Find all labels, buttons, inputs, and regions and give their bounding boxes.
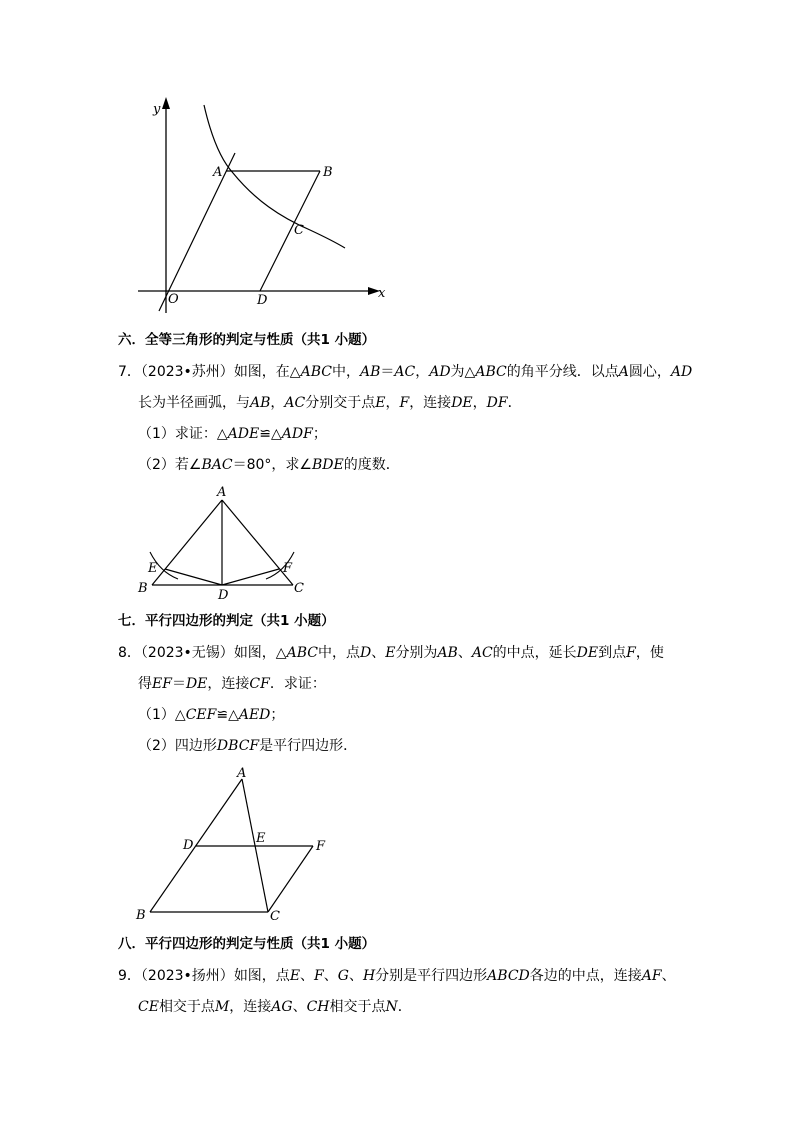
q7-text: （1）求证：△ bbox=[138, 426, 228, 442]
label-C: C bbox=[294, 581, 304, 596]
q8-line-2 bbox=[138, 674, 326, 694]
q8-var: ABC bbox=[286, 645, 318, 661]
q9-text: 分别是平行四边形 bbox=[375, 968, 488, 984]
q7-line-1 bbox=[118, 362, 692, 382]
q8-number: 8． bbox=[118, 645, 141, 661]
label-D: D bbox=[183, 838, 194, 853]
label-B: B bbox=[136, 908, 146, 923]
q7-var: AB bbox=[359, 364, 381, 380]
q7-line-2 bbox=[138, 393, 522, 413]
q7-text: 圆心， bbox=[628, 364, 671, 380]
q8-var: CEF bbox=[185, 707, 217, 723]
q8-text: 如图，△ bbox=[233, 645, 287, 661]
q9-number: 9． bbox=[118, 968, 141, 984]
q7-part-2 bbox=[138, 455, 400, 475]
q8-text: 、 bbox=[457, 645, 472, 661]
q8-var: F bbox=[626, 645, 636, 661]
q7-var: AB bbox=[250, 395, 271, 411]
q8-text: 得 bbox=[138, 676, 152, 692]
q7-text: ． bbox=[507, 395, 522, 411]
label-x: x bbox=[378, 286, 386, 301]
label-D: D bbox=[218, 588, 229, 603]
label-B: B bbox=[138, 581, 148, 596]
q9-text: 相交于点 bbox=[329, 999, 386, 1015]
q7-text: 分别交于点 bbox=[305, 395, 376, 411]
q9-var: CE bbox=[138, 999, 159, 1015]
q8-line-1 bbox=[118, 643, 664, 663]
q7-var: DE bbox=[451, 395, 473, 411]
section-7-title: 七．平行四边形的判定（共1 小题） bbox=[118, 613, 335, 629]
q7-var: ADE bbox=[227, 426, 260, 442]
q7-var: BDE bbox=[311, 457, 344, 473]
q9-source: （2023•扬州） bbox=[140, 968, 234, 984]
section-8-title: 八．平行四边形的判定与性质（共1 小题） bbox=[118, 936, 376, 952]
q8-text: ≌△ bbox=[216, 707, 239, 723]
q7-text: ＝80°，求∠ bbox=[232, 457, 312, 473]
label-O: O bbox=[168, 292, 179, 307]
segment-AB bbox=[152, 500, 222, 585]
q9-var: CH bbox=[306, 999, 330, 1015]
figure-q7-svg bbox=[130, 482, 310, 602]
q8-text: 的中点，延长 bbox=[492, 645, 577, 661]
label-y: y bbox=[153, 102, 161, 117]
q7-var: E bbox=[375, 395, 386, 411]
label-A: A bbox=[217, 485, 227, 500]
q9-text: 、 bbox=[292, 999, 307, 1015]
q7-text: 的角平分线．以点 bbox=[506, 364, 619, 380]
q9-line-2 bbox=[138, 997, 412, 1017]
q7-source: （2023•苏州） bbox=[140, 364, 234, 380]
figure-hyperbola-svg bbox=[130, 95, 400, 325]
q8-var: E bbox=[385, 645, 396, 661]
q8-text: （2）四边形 bbox=[138, 738, 217, 754]
q7-text: ； bbox=[312, 426, 327, 442]
q8-text: 中，点 bbox=[317, 645, 360, 661]
q7-var: ABC bbox=[300, 364, 332, 380]
q7-var: AC bbox=[284, 395, 306, 411]
q8-part-1 bbox=[138, 705, 284, 725]
q9-text: 、 bbox=[348, 968, 363, 984]
q8-var: AB bbox=[437, 645, 458, 661]
q9-text: 、 bbox=[323, 968, 338, 984]
figure-q7-triangle bbox=[130, 482, 310, 602]
q8-var: DE bbox=[576, 645, 599, 661]
q7-text: 的度数． bbox=[343, 457, 400, 473]
q8-text: ，连接 bbox=[207, 676, 250, 692]
q7-var: A bbox=[618, 364, 629, 380]
q7-part-1 bbox=[138, 424, 327, 444]
q9-var: F bbox=[314, 968, 324, 984]
q8-var: EF bbox=[152, 676, 172, 692]
q7-text: ＝ bbox=[380, 364, 395, 380]
label-F: F bbox=[316, 839, 326, 854]
q9-var: AG bbox=[271, 999, 293, 1015]
q8-var: CF bbox=[249, 676, 270, 692]
q7-var: ABC bbox=[475, 364, 507, 380]
q8-part-2 bbox=[138, 736, 357, 756]
q7-var: AD bbox=[670, 364, 693, 380]
q9-line-1 bbox=[118, 966, 676, 986]
q9-text: 如图，点 bbox=[233, 968, 290, 984]
label-E: E bbox=[256, 831, 266, 846]
q7-text: 如图，在△ bbox=[233, 364, 301, 380]
q8-source: （2023•无锡） bbox=[140, 645, 234, 661]
q7-var: F bbox=[399, 395, 410, 411]
q9-var: G bbox=[337, 968, 349, 984]
q9-text: 、 bbox=[300, 968, 315, 984]
q8-text: 是平行四边形． bbox=[259, 738, 358, 754]
q8-var: AC bbox=[471, 645, 493, 661]
q9-var: H bbox=[362, 968, 376, 984]
q9-text: 相交于点 bbox=[158, 999, 215, 1015]
q7-number: 7． bbox=[118, 364, 141, 380]
q9-var: M bbox=[214, 999, 230, 1015]
q8-text: 分别为 bbox=[395, 645, 438, 661]
label-C: C bbox=[294, 223, 304, 238]
q9-text: 、 bbox=[661, 968, 676, 984]
q8-text: ； bbox=[270, 707, 285, 723]
label-A: A bbox=[213, 165, 223, 180]
segment-CF bbox=[268, 846, 313, 912]
y-axis-arrow-icon bbox=[162, 97, 170, 109]
q9-var: E bbox=[289, 968, 301, 984]
figure-q8-svg bbox=[130, 763, 340, 928]
q8-text: 、 bbox=[371, 645, 386, 661]
label-D: D bbox=[257, 293, 268, 308]
q7-text: 为△ bbox=[450, 364, 476, 380]
q8-var: D bbox=[359, 645, 372, 661]
q7-text: （2）若∠ bbox=[138, 457, 202, 473]
q7-text: 中， bbox=[331, 364, 360, 380]
q9-var: AF bbox=[641, 968, 662, 984]
q9-text: 各边的中点，连接 bbox=[529, 968, 642, 984]
q9-text: ． bbox=[397, 999, 412, 1015]
label-C: C bbox=[270, 909, 280, 924]
figure-q8-parallelogram bbox=[130, 763, 340, 928]
section-6-title: 六．全等三角形的判定与性质（共1 小题） bbox=[118, 332, 376, 348]
q8-text: ．求证： bbox=[269, 676, 326, 692]
q7-text: ， bbox=[415, 364, 430, 380]
q7-var: ADF bbox=[281, 426, 313, 442]
q7-var: DF bbox=[486, 395, 508, 411]
label-E: E bbox=[148, 561, 158, 576]
q7-var: AD bbox=[429, 364, 451, 380]
label-A: A bbox=[237, 766, 247, 781]
q7-text: ，连接 bbox=[409, 395, 452, 411]
q7-text: ， bbox=[385, 395, 400, 411]
q8-text: 到点 bbox=[598, 645, 627, 661]
label-B: B bbox=[323, 165, 333, 180]
q8-text: ＝ bbox=[171, 676, 186, 692]
q7-var: AC bbox=[394, 364, 416, 380]
label-F: F bbox=[283, 561, 293, 576]
q8-text: （1）△ bbox=[138, 707, 186, 723]
q7-text: ， bbox=[270, 395, 285, 411]
line-OA bbox=[159, 153, 235, 311]
q7-var: BAC bbox=[201, 457, 233, 473]
q8-var: AED bbox=[238, 707, 271, 723]
q9-var: ABCD bbox=[487, 968, 530, 984]
q8-var: DE bbox=[185, 676, 208, 692]
q9-text: ，连接 bbox=[229, 999, 272, 1015]
q7-text: ， bbox=[472, 395, 487, 411]
q7-text: ≌△ bbox=[259, 426, 282, 442]
q9-var: N bbox=[385, 999, 398, 1015]
q7-text: 长为半径画弧，与 bbox=[138, 395, 250, 411]
q8-text: ，使 bbox=[635, 645, 664, 661]
figure-hyperbola-parallelogram bbox=[130, 95, 400, 325]
q8-var: DBCF bbox=[216, 738, 260, 754]
